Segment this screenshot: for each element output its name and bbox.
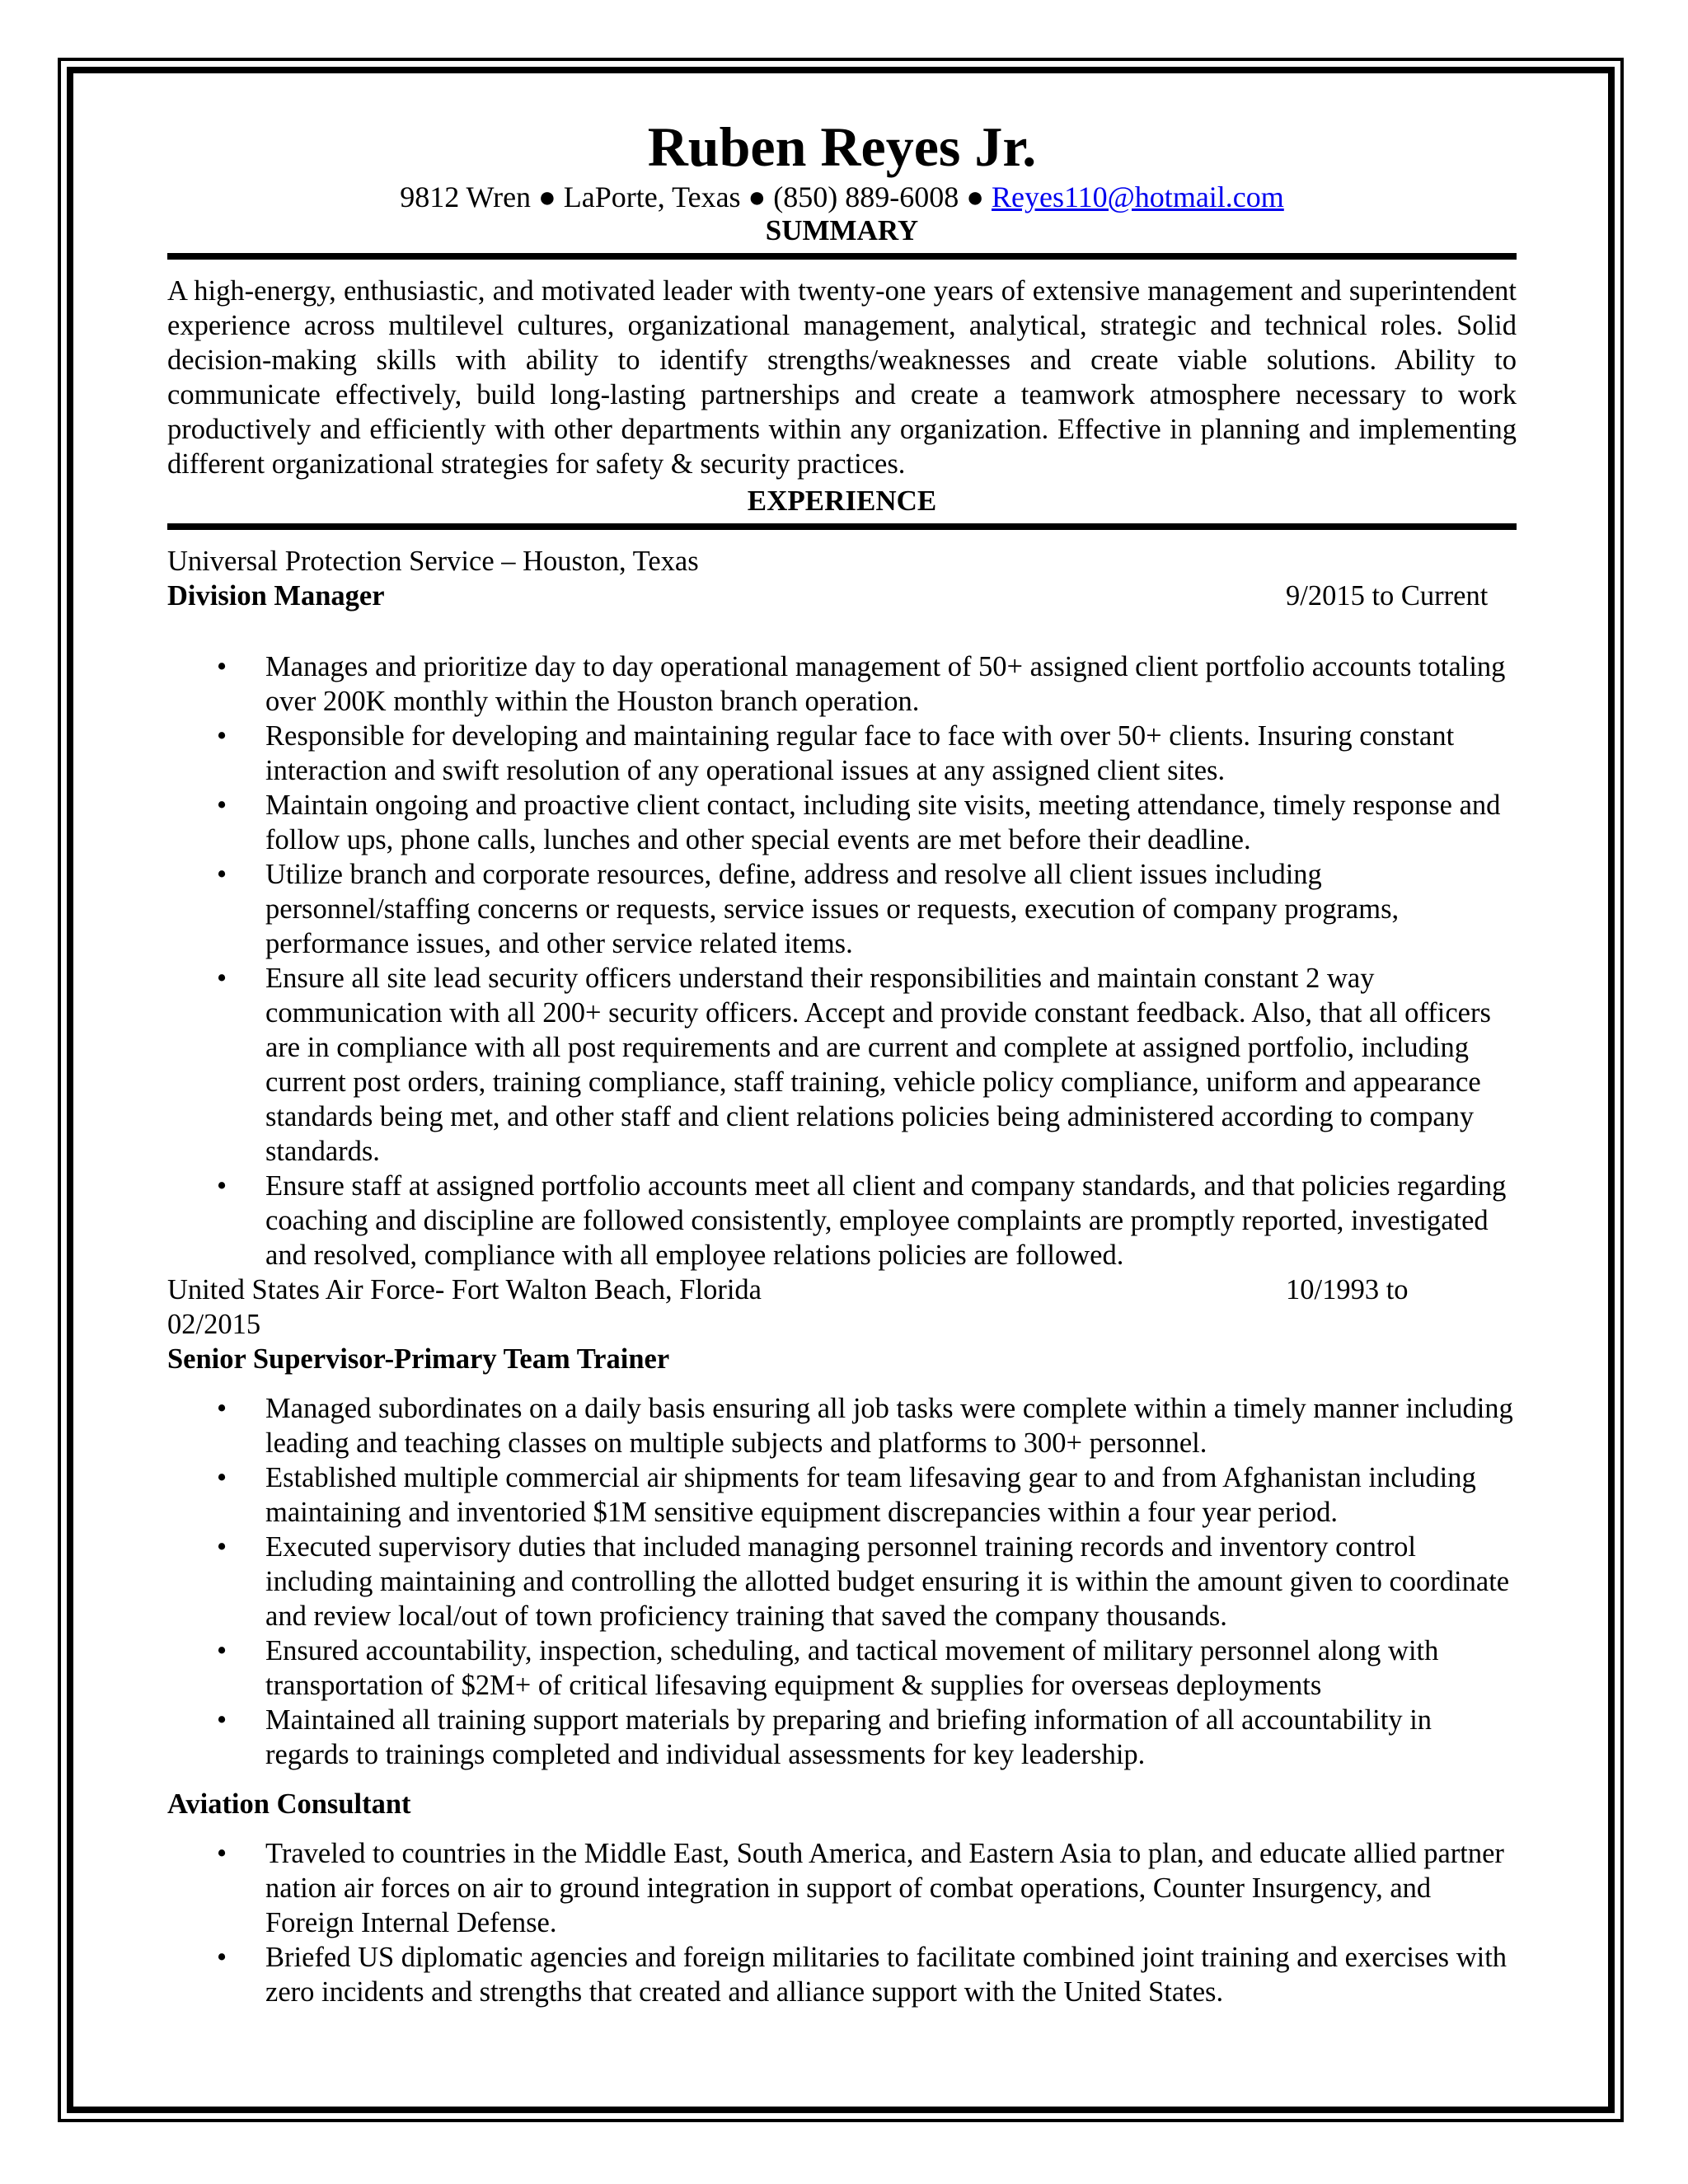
list-item: • Ensure staff at assigned portfolio accounts meet all client and company standards, and that policies regarding coaching and discipline are followed consistently, employee complaints are promptly reported, investigated and resolved, compliance with all employee relations policies are followed. — [217, 1170, 1507, 1271]
job-dates: 10/1993 to — [1286, 1274, 1409, 1305]
list-item: • Briefed US diplomatic agencies and foreign militaries to facilitate combined joint training and exercises with zero incidents and strengths that created and alliance support with the United States. — [217, 1942, 1507, 2008]
list-item: • Responsible for developing and maintaining regular face to face with over 50+ clients. Insuring constant interaction and swift resolution of any operational issues at any assigned client sites. — [217, 720, 1455, 786]
list-item: • Ensure all site lead security officers understand their responsibilities and maintain constant 2 way communication with all 200+ security officers. Accept and provide constant feedback. Also, that all officers are in compliance with all post requirements and are current and complete at assigned portfolio, including current post orders, training compliance, staff training, vehicle policy compliance, uniform and appearance standards being met, and other staff and client relations policies being administered according to company standards. — [217, 963, 1491, 1167]
bullet-icon: • — [217, 1531, 227, 1563]
list-item: • Established multiple commercial air shipments for team lifesaving gear to and from Afghanistan including maintaining and inventoried $1M sensitive equipment discrepancies within a four year period. — [217, 1462, 1476, 1528]
summary-text: A high-energy, enthusiastic, and motivated leader with twenty-one years of extensive management and superintendent experience across multilevel cultures, organizational management, analytical, strategic and technical roles. Solid decision-making skills with ability to identify strengths/weaknesses and create viable solutions. Ability to communicate effectively, build long-lasting partnerships and create a teamwork atmosphere necessary to work productively and efficiently with other departments within any organization. Effective in planning and implementing different organizational strategies for safety & security practices. — [167, 275, 1517, 480]
bullet-icon: • — [217, 1838, 227, 1869]
list-item: • Ensured accountability, inspection, scheduling, and tactical movement of military personnel along with transportation of $2M+ of critical lifesaving equipment & supplies for overseas deployments — [217, 1635, 1439, 1701]
resume-document — [167, 114, 1517, 2009]
job-bullets — [167, 1836, 1517, 2009]
summary-heading: SUMMARY — [765, 214, 919, 246]
contact-details: 9812 Wren ● LaPorte, Texas ● (850) 889-6008 ● — [400, 180, 992, 213]
candidate-name: Ruben Reyes Jr. — [647, 115, 1037, 178]
bullet-icon: • — [217, 859, 227, 890]
bullet-icon: • — [217, 1393, 227, 1424]
section-divider — [167, 253, 1517, 260]
list-item: • Manages and prioritize day to day operational management of 50+ assigned client portfolio accounts totaling over 200K monthly within the Houston branch operation. — [217, 651, 1506, 717]
job-entry — [167, 1272, 1517, 2009]
bullet-icon: • — [217, 1635, 227, 1666]
job-role: Senior Supervisor-Primary Team Trainer — [167, 1343, 670, 1375]
job-title-row — [167, 579, 1517, 613]
section-divider — [167, 523, 1517, 530]
bullet-icon: • — [217, 1170, 227, 1202]
job-employer-row — [167, 1272, 1517, 1307]
job-bullets — [167, 649, 1517, 1272]
list-item: • Traveled to countries in the Middle East, South America, and Eastern Asia to plan, and educate allied partner nation air forces on air to ground integration in support of combat operations, Counter Insurgency, and Foreign Internal Defense. — [217, 1838, 1504, 1938]
bullet-icon: • — [217, 1704, 227, 1736]
job-bullets — [167, 1391, 1517, 1772]
list-item: • Maintained all training support materials by preparing and briefing information of all accountability in regards to trainings completed and individual assessments for key leadership. — [217, 1704, 1432, 1770]
job-entry — [167, 544, 1517, 1272]
list-item: • Maintain ongoing and proactive client contact, including site visits, meeting attendance, timely response and follow ups, phone calls, lunches and other special events are met before their deadline. — [217, 790, 1501, 855]
bullet-icon: • — [217, 1462, 227, 1493]
job-dates: 9/2015 to Current — [1286, 580, 1489, 612]
job-dates-continued: 02/2015 — [167, 1309, 261, 1340]
bullet-icon: • — [217, 963, 227, 994]
bullet-icon: • — [217, 790, 227, 821]
job-role: Division Manager — [167, 580, 385, 612]
bullet-icon: • — [217, 720, 227, 752]
email-link[interactable]: Reyes110@hotmail.com — [992, 180, 1284, 213]
job-employer: United States Air Force- Fort Walton Beach, Florida — [167, 1274, 762, 1305]
bullet-icon: • — [217, 651, 227, 682]
list-item: • Utilize branch and corporate resources, define, address and resolve all client issues including personnel/staffing concerns or requests, service issues or requests, execution of company programs, performance issues, and other service related items. — [217, 859, 1400, 959]
list-item: • Managed subordinates on a daily basis ensuring all job tasks were complete within a timely manner including leading and teaching classes on multiple subjects and platforms to 300+ personnel. — [217, 1393, 1513, 1459]
list-item: • Executed supervisory duties that included managing personnel training records and inventory control including maintaining and controlling the allotted budget ensuring it is within the amount given to coordinate and review local/out of town proficiency training that saved the company thousands. — [217, 1531, 1510, 1632]
bullet-icon: • — [217, 1942, 227, 1973]
job-employer: Universal Protection Service – Houston, Texas — [167, 546, 699, 577]
experience-heading: EXPERIENCE — [747, 485, 937, 517]
contact-line — [167, 180, 1517, 214]
job-role: Aviation Consultant — [167, 1788, 411, 1820]
